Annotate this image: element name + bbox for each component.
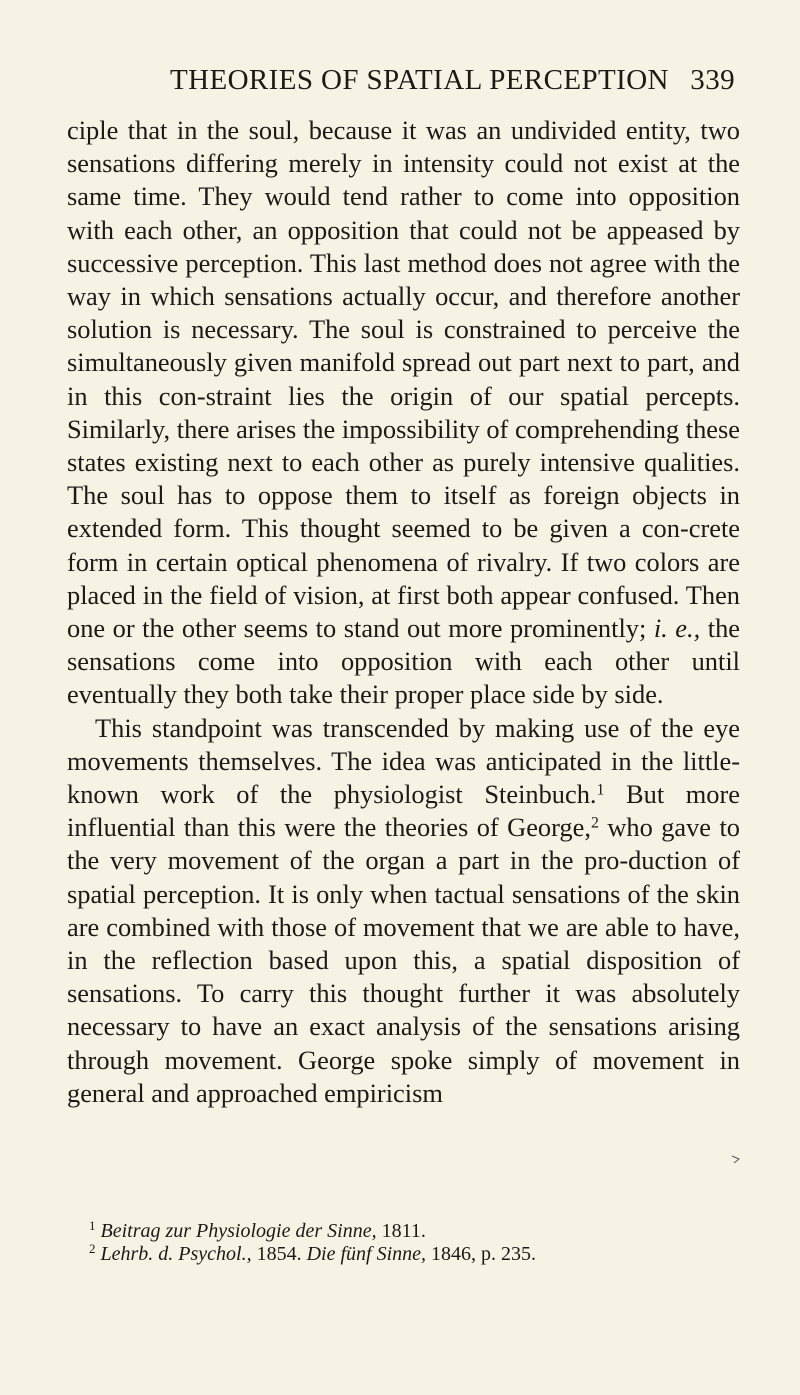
footnote-2 [67, 1240, 740, 1266]
paragraph-1-text: ciple that in the soul, because it was an undivided entity, two sensations differing merely in intensity could not exist at the same time. They would tend rather to come into opposition with each other, an opposition that could not be appeased by successive perception. This last method does not agree with the way in which sensations actually occur, and therefore another solution is necessary. The soul is constrained to perceive the simultaneously given manifold spread out part next to part, and in this con-straint lies the origin of our spatial percepts. Similarly, there arises the impossibility of comprehending these states existing next to each other as purely intensive qualities. The soul has to oppose them to itself as foreign objects in extended form. This thought seemed to be given a con-crete form in certain optical phenomena of rivalry. If two colors are placed in the field of vision, at first both appear confused. Then one or the other seems to stand out more prominently; [67, 115, 740, 644]
footnote-2-details: 1846, p. 235. [431, 1243, 537, 1265]
footnote-1-number: 1 [89, 1217, 96, 1233]
paragraph-2-part-c: who gave to the very movement of the organ a part in the pro-duction of spatial perception. It is only when tactual sensations of the skin are combined with those of movement that we are able to have, in the reflection based upon this, a spatial disposition of sensations. To carry this thought further it was absolutely necessary to have an exact analysis of the sensations arising through movement. George spoke simply of movement in general and approached empiricism [67, 812, 740, 1108]
footnote-2-year: 1854. [256, 1243, 302, 1265]
footnote-1 [67, 1217, 740, 1243]
footnote-2-number: 2 [89, 1240, 96, 1256]
footnote-2-title: Lehrb. d. Psychol., [100, 1243, 252, 1265]
paragraph-2-part-b: But more influential than this were the theories of George, [67, 779, 741, 843]
footnote-1-year: 1811. [381, 1220, 426, 1242]
running-header [170, 64, 735, 97]
running-title: THEORIES OF SPATIAL PERCEPTION [170, 64, 669, 96]
paragraph-1 [67, 114, 740, 712]
paragraph-2 [67, 712, 740, 1110]
footnote-ref-2: 2 [590, 814, 599, 832]
footnote-ref-1: 1 [596, 781, 605, 799]
footnotes [67, 1217, 740, 1266]
footnote-2-title-2: Die fünf Sinne, [306, 1243, 427, 1265]
body-text [67, 114, 740, 1110]
page-number: 339 [690, 64, 735, 96]
ie-abbreviation: i. e., [653, 613, 701, 644]
print-speck-mark [731, 1154, 741, 1164]
paragraph-2-part-a: This standpoint was transcended by making use of the eye movements themselves. The idea was anticipated in the little-known work of the physiologist Steinbuch. [67, 712, 740, 810]
footnote-1-title: Beitrag zur Physiologie der Sinne, [100, 1220, 377, 1242]
paragraph-1-end: the sensations come into opposition with each other until eventually they both take their proper place side by side. [67, 613, 740, 710]
